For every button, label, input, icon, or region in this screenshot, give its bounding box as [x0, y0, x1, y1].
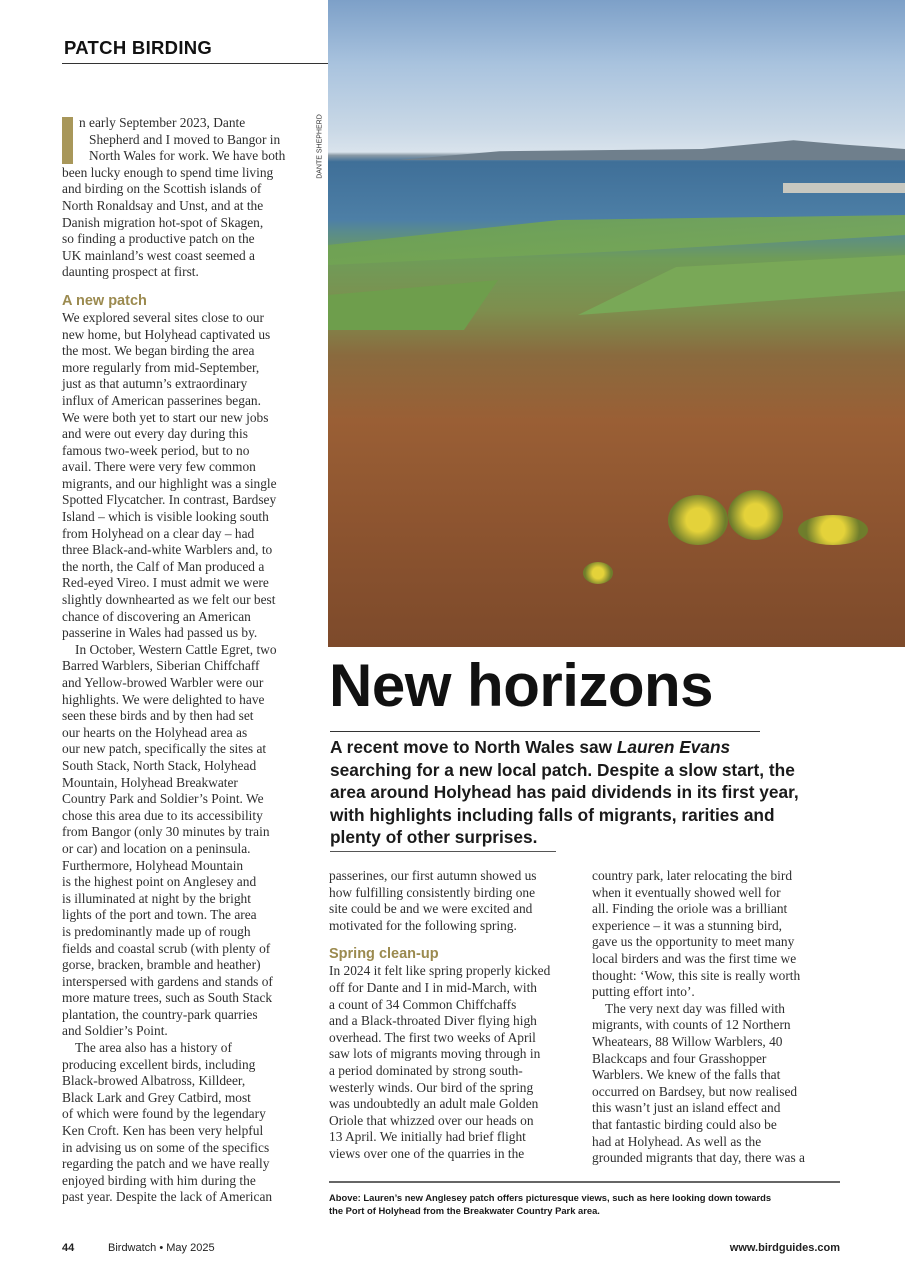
paragraph: passerines, our first autumn showed us how fulfilling consistently birding one site could be and we were excited and motivated for the following spring. [329, 868, 537, 933]
gorse-bush [668, 495, 728, 545]
article-column-1 [62, 115, 312, 1206]
paragraph: country park, later relocating the bird when it eventually showed well for all. Finding the oriole was a brilliant experience – it was a stunning bird, gave us the opportunity to meet many local birders and was the first time we thought: ‘Wow, this site is really worth putting effort into’. [592, 868, 801, 1000]
paragraph: The very next day was filled with migrants, with counts of 12 Northern Wheatears, 88 Willow Warblers, 40 Blackcaps and four Grasshopper Warblers. We knew of the falls that occurred on Bardsey, but now realised this wasn’t just an island effect and that fantastic birding could also be had at Holyhead. As well as the grounded migrants that day, there was a [592, 1000, 805, 1166]
subheading: A new patch [62, 292, 147, 309]
author-name: Lauren Evans [616, 737, 731, 757]
drop-cap: I [62, 117, 73, 164]
article-column-3 [592, 868, 842, 1167]
standfirst-intro: A recent move to North Wales saw [330, 737, 617, 757]
gorse-bush [728, 490, 783, 540]
article-column-2 [329, 868, 579, 1163]
photo-credit [313, 110, 327, 190]
standfirst-text: searching for a new local patch. Despite a slow start, the area around Holyhead has paid dividends in its first year, with highlights including falls of migrants, rarities and plenty of other surprises. [330, 759, 799, 848]
website-link[interactable]: www.birdguides.com [729, 1242, 840, 1254]
divider [329, 1181, 840, 1183]
divider [330, 731, 760, 732]
landscape-photo [328, 0, 905, 647]
photo-credit-text: DANTE SHEPHERD [316, 114, 324, 179]
field [328, 280, 498, 330]
divider [330, 851, 556, 852]
gorse-bush [583, 562, 613, 584]
breakwater [783, 183, 905, 193]
photo-caption: Above: Lauren’s new Anglesey patch offers picturesque views, such as here looking down towards the Port of Holyhead from the Breakwater Country Park area. [329, 1192, 772, 1216]
paragraph: We explored several sites close to our new home, but Holyhead captivated us the most. We began birding the area more regularly from mid-September, just as that autumn’s extraordinary influx of American passerines began. We were both yet to start our new jobs and were out every day during this famous two-week period, but to no avail. There were very few common migrants, and our highlight was a single Spotted Flycatcher. In contrast, Bardsey Island – which is visible looking south from Holyhead on a clear day – had three Black-and-white Warblers and, to the north, the Calf of Man produced a Red-eyed Vireo. I must admit we were slightly downhearted as we felt our best chance of discovering an American passerine in Wales had passed us by. [62, 309, 277, 641]
divider [62, 63, 328, 64]
page-number: 44 [62, 1242, 75, 1254]
gorse-bush [798, 515, 868, 545]
magazine-issue: Birdwatch • May 2025 [108, 1242, 215, 1254]
standfirst [330, 736, 850, 849]
distant-hills [398, 138, 905, 160]
paragraph: The area also has a history of producing excellent birds, including Black-browed Albatross, Killdeer, Black Lark and Grey Catbird, most of which were found by the legendary Ken Croft. Ken has been very helpful in advising us on some of the specifics regarding the patch and we have really enjoyed birding with him during the past year. Despite the lack of American [62, 1040, 273, 1205]
section-label: PATCH BIRDING [64, 37, 213, 58]
field [578, 255, 905, 315]
paragraph: n early September 2023, Dante Shepherd and I moved to Bangor in North Wales for work. We have both been lucky enough to spend time living and birding on the Scottish islands of North Ronaldsay and Unst, and at the Danish migration hot-spot of Skagen, so finding a productive patch on the UK mainland’s west coast seemed a daunting prospect at first. [62, 115, 286, 280]
subheading: Spring clean-up [329, 946, 439, 963]
paragraph: In October, Western Cattle Egret, two Barred Warblers, Siberian Chiffchaff and Yellow-browed Warbler were our highlights. We were delighted to have seen these birds and by then had set our hearts on the Holyhead area as our new patch, specifically the sites at South Stack, North Stack, Holyhead Mountain, Holyhead Breakwater Country Park and Soldier’s Point. We chose this area due to its accessibility from Bangor (only 30 minutes by train or car) and location on a peninsula. Furthermore, Holyhead Mountain is the highest point on Anglesey and is illuminated at night by the bright lights of the port and town. The area is predominantly made up of rough fields and coastal scrub (with plenty of gorse, bracken, bramble and heather) interspersed with gardens and stands of more mature trees, such as South Stack plantation, the country-park quarries and Soldier’s Point. [62, 641, 277, 1039]
article-title: New horizons [329, 652, 714, 719]
field [328, 215, 905, 265]
paragraph: In 2024 it felt like spring properly kicked off for Dante and I in mid-March, with a count of 34 Common Chiffchaffs and a Black-throated Diver flying high overhead. The first two weeks of April saw lots of migrants moving through in a period dominated by strong south- westerly winds. Our bird of the spring was undoubtedly an adult male Golden Oriole that whizzed over our heads on 13 April. We initially had brief flight views over one of the quarries in the [329, 963, 551, 1161]
